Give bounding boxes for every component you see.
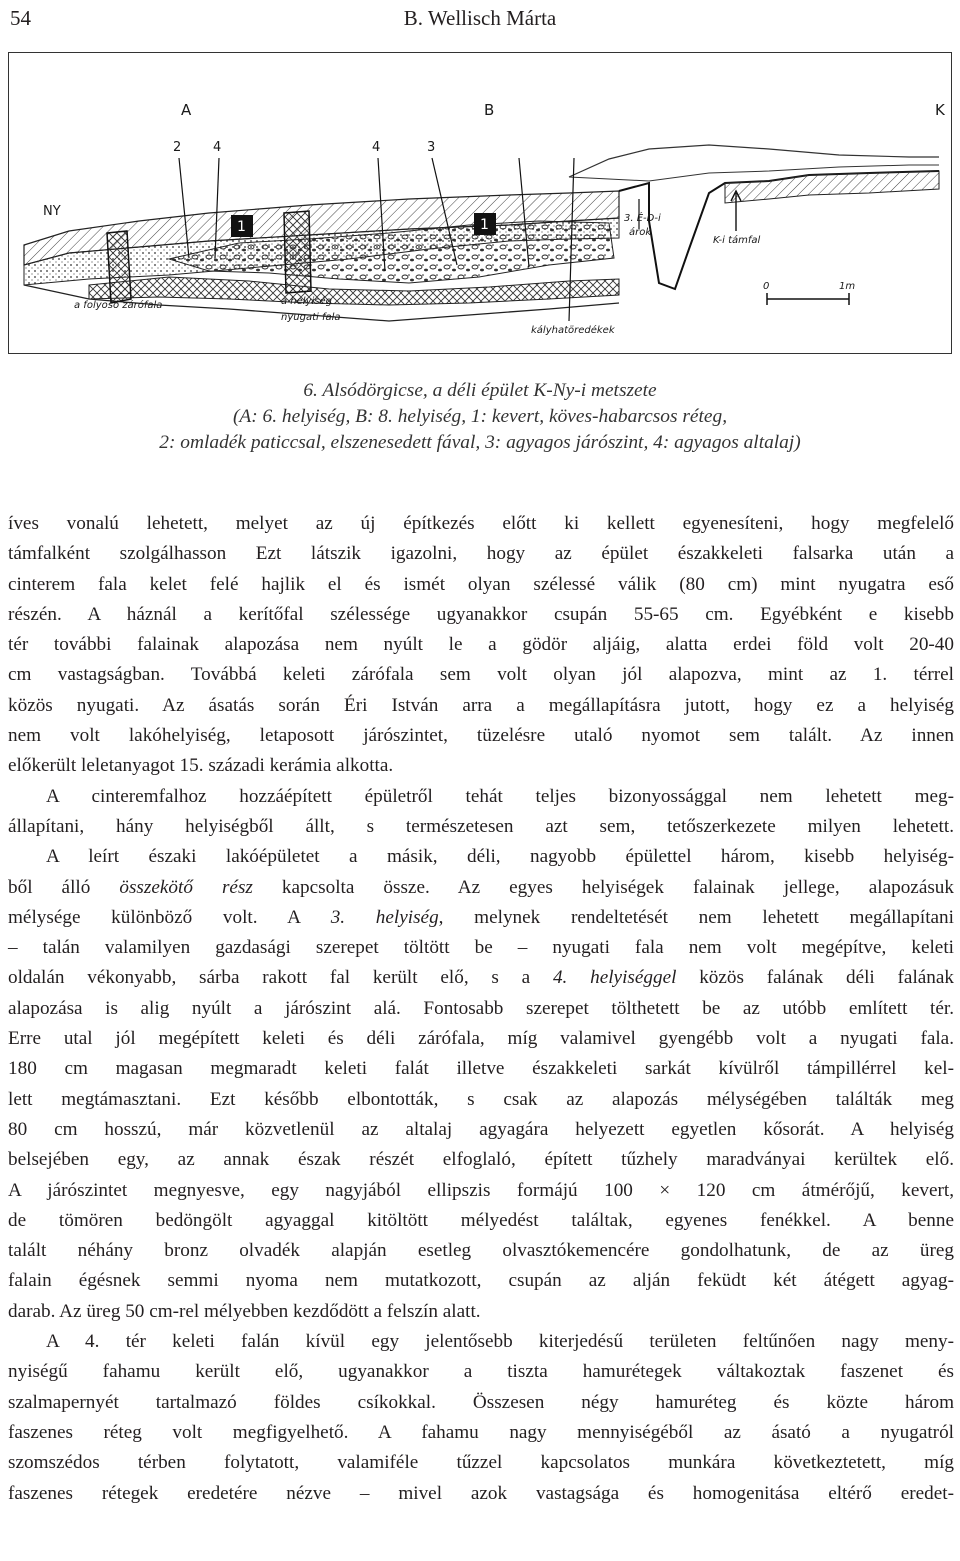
label-section-b: B (484, 101, 495, 119)
corridor-wall (107, 231, 131, 303)
label-retaining-wall: K-i támfal (713, 235, 761, 246)
section-drawing-figure (8, 52, 952, 354)
italic-term: 3. helyiség (330, 906, 439, 928)
text-line: előkerült leletanyagot 15. századi kerámia alkotta. (8, 755, 394, 777)
label-stove-remains: kályhatöredékek (531, 325, 615, 336)
text-line: oldalán vékonyabb, sárba rakott fal került elő, s a 4. helyiséggel közös falának déli falának (8, 967, 954, 989)
text-line: A 4. tér keleti falán kívül egy jelentősebb kiterjedésű területen feltűnően nagy meny- (46, 1331, 954, 1353)
label-east: K (935, 101, 945, 119)
label-num3: 3 (427, 140, 436, 155)
text-line: ből álló összekötő rész kapcsolta össze. Az egyes helyiségek falainak jellege, alapozásuk (8, 876, 954, 898)
text-line: alapozása is alig nyúlt a járószint alá. Fontosabb szerepet tölthetett be az utóbb említett tér. (8, 997, 954, 1019)
label-box1b: 1 (480, 217, 489, 233)
paragraph-4 (8, 1327, 954, 1509)
text-line: részén. A háznál a kerítőfal szélessége ugyanakkor csupán 55-65 cm. Egyébként e kisebb (8, 603, 954, 625)
text-line: A járószintet megnyesve, egy nagyjából ellipszis formájú 100 × 120 cm átmérőjű, kevert, (8, 1179, 954, 1201)
caption-line-2: (A: 6. helyiség, B: 8. helyiség, 1: kevert, köves-habarcsos réteg, (232, 406, 728, 427)
paragraph-2 (8, 782, 954, 843)
text-line: lett megtámasztani. Ezt később elbontották, s csak az alapozás mélységében találták meg (8, 1088, 954, 1110)
section-drawing (9, 53, 953, 355)
room-west-wall (284, 211, 311, 293)
text-line: nyiségű fahamu került elő, ugyanakkor a tiszta hamurétegek váltakoztak faszenet és (8, 1361, 954, 1383)
text-line: cinterem fala kelet felé hajlik el és ismét olyan szélessé válik (80 cm) mint nyugatra eső (8, 573, 954, 595)
label-room-wall-2: nyugati fala (281, 312, 341, 323)
text-line: tér további falainak alapozása nem nyúlt le a gödör aljáig, alatta erdei föld volt 20-40 (8, 634, 954, 656)
scale-one: 1m (839, 281, 856, 292)
text-line: faszenes réteg volt megfigyelhető. A fahamu nagy mennyiségéből az ásató a nyugatról (8, 1421, 954, 1443)
page-number: 54 (10, 6, 31, 30)
text-line: szalmapernyét tartalmazó földes csíkokkal. Összesen négy hamuréteg és közte három (8, 1391, 954, 1413)
label-trench-1: 3. É-D-i (624, 213, 661, 224)
figure-caption (10, 378, 950, 456)
page-header (10, 6, 950, 38)
east-terrace-fill (725, 171, 939, 203)
text-line: de tömören bedöngölt agyaggal kitöltött mélyedést találtak, egyenes fenékkel. A benne (8, 1209, 954, 1231)
text-line: 80 cm hosszú, már közvetlenül az altalaj agyagára helyezett egyetlen kősorát. A helyiség (8, 1118, 954, 1140)
text-line: szomszédos térben folytatott, valamiféle tűzzel kapcsolatos munkára következtetett, míg (8, 1452, 954, 1474)
caption-line-3: 2: omladék paticcsal, elszenesedett fával, 3: agyagos járószint, 4: agyagos altalaj) (159, 432, 801, 453)
label-num2: 2 (173, 140, 182, 155)
label-room-wall-1: a helyiség (281, 296, 332, 307)
italic-term: összekötő rész (119, 876, 253, 898)
label-num4b: 4 (372, 140, 381, 155)
label-box1a: 1 (237, 219, 246, 235)
label-trench-2: árok (629, 227, 652, 238)
text-line: belsejében egy, az annak észak részét elfoglaló, épített tűzhely maradványai kerültek elő. (8, 1149, 954, 1171)
text-line: darab. Az üreg 50 cm-rel mélyebben kezdődött a felszín alatt. (8, 1300, 481, 1322)
text-line: faszenes rétegek eredetére nézve – mivel azok vastagsága és homogenitása eltérő eredet- (8, 1482, 954, 1504)
paragraph-1 (8, 509, 954, 782)
text-line: íves vonalú lehetett, melyet az új építkezés előtt ki kellett egyenesíteni, hogy megfelelő (8, 513, 954, 534)
text-line: támfalként szolgálhasson Ezt látszik igazolni, hogy az épület északkeleti falsarka után a (8, 543, 954, 565)
paragraph-3 (8, 842, 954, 1327)
scale-zero: 0 (763, 281, 770, 292)
scale-bar (763, 281, 855, 305)
text-line: 180 cm magasan megmaradt keleti falát illetve északkeleti sarkát kívülről támpillérrel kel- (8, 1058, 954, 1080)
text-line: állapítani, hány helyiségből állt, s természetesen azt sem, tetőszerkezete milyen lehetett. (8, 815, 954, 837)
text-line: nem volt lakóhelyiség, letaposott járószintet, tüzelésre utaló nyomot sem talált. Az innen (8, 725, 954, 747)
text-line: közös nyugati. Az ásatás során Éri István arra a megállapításra jutott, hogy ez a helyiség (8, 694, 954, 716)
body-text (8, 509, 954, 1509)
label-section-a: A (181, 101, 192, 119)
italic-term: 4. helyiséggel (552, 967, 677, 989)
text-line: – talán valamilyen gazdasági szerepet töltött be – nyugati fala nem volt megépítve, keleti (8, 937, 954, 959)
text-line: Erre utal jól megépített keleti és déli zárófala, míg valamivel gyengébb volt a nyugati fala. (8, 1028, 954, 1050)
text-line: mélysége különböző volt. A 3. helyiség, melynek rendeltetését nem lehetett megállapítani (8, 906, 954, 928)
running-head: B. Wellisch Márta (403, 6, 557, 30)
label-num4a: 4 (213, 140, 222, 155)
label-west: NY (43, 204, 61, 219)
label-corridor-wall: a folyosó zárófala (74, 300, 163, 311)
text-line: A cinteremfalhoz hozzáépített épületről tehát teljes bizonyossággal nem lehetett meg- (46, 785, 954, 807)
caption-line-1: 6. Alsódörgicse, a déli épület K-Ny-i metszete (303, 380, 657, 401)
text-line: falain égésnek semmi nyoma nem mutatkozott, csupán az alján feküdt két átégett agyag- (8, 1270, 954, 1292)
text-line: cm vastagságban. Továbbá keleti zárófala sem volt olyan jól alapozva, mint az 1. térrel (8, 664, 954, 686)
clay-floor-layer (89, 277, 619, 305)
text-line: A leírt északi lakóépületet a másik, déli, nagyobb épülettel három, kisebb helyiség- (46, 846, 954, 868)
text-line: talált néhány bronz olvadék alapján esetleg olvasztókemencére gondolhatunk, de az üreg (8, 1240, 954, 1262)
